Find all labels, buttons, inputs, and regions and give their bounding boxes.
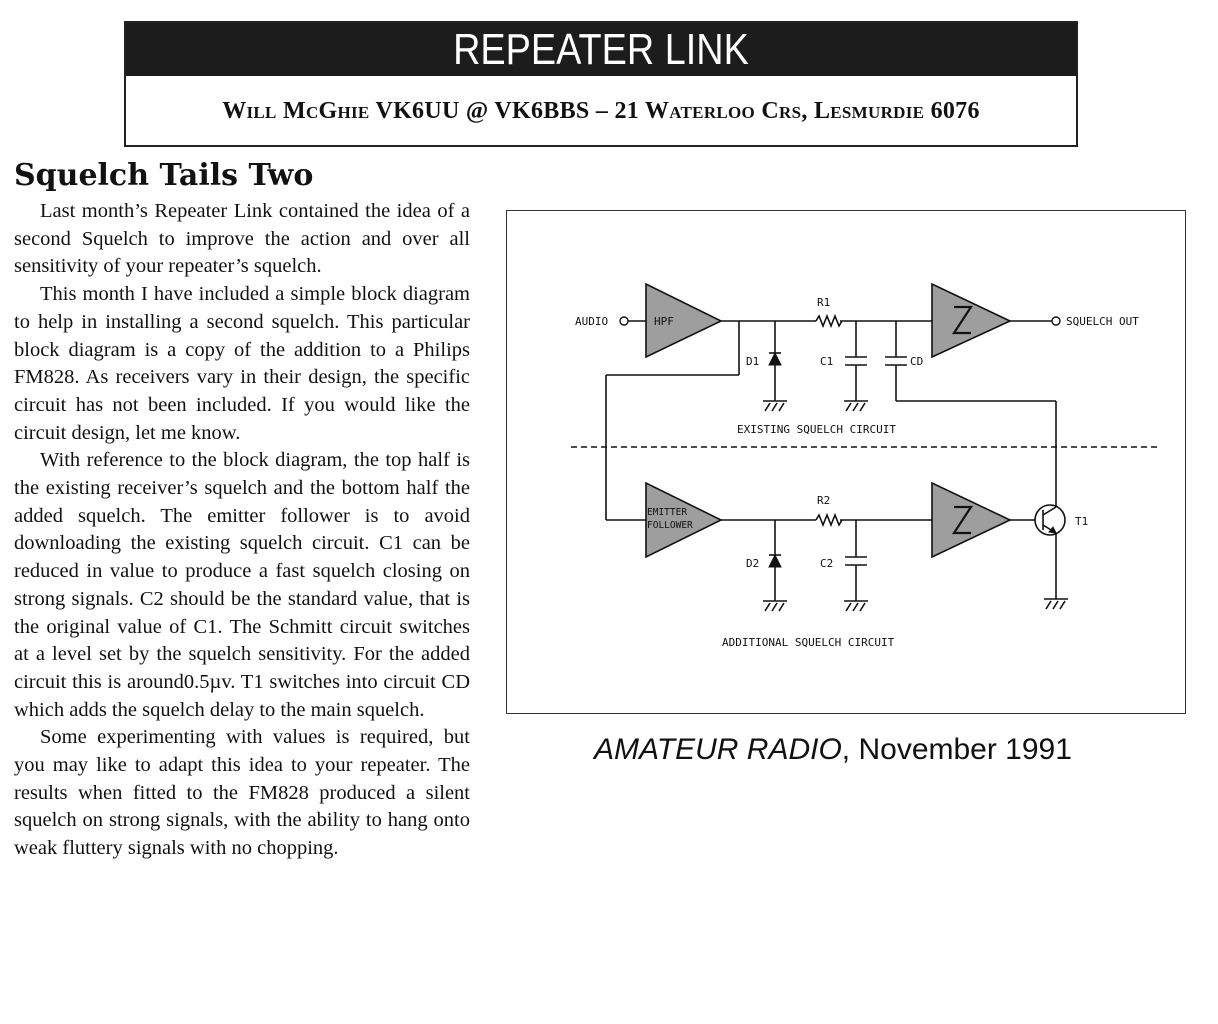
label-additional-circuit: ADDITIONAL SQUELCH CIRCUIT	[722, 636, 895, 649]
label-audio: AUDIO	[575, 315, 609, 328]
label-follower: FOLLOWER	[647, 520, 693, 531]
label-emitter: EMITTER	[647, 507, 688, 518]
resistor-r1	[816, 316, 842, 326]
resistor-r2	[816, 515, 842, 525]
diode-d2-icon	[769, 555, 781, 567]
block-diagram-svg	[507, 211, 1187, 715]
label-t1: T1	[1075, 515, 1089, 528]
header-box	[124, 21, 1078, 147]
source-caption	[594, 733, 1072, 767]
schmitt-trigger-bottom	[932, 483, 1010, 557]
article-body	[14, 198, 470, 863]
label-c1: C1	[820, 355, 834, 368]
block-diagram	[506, 210, 1186, 714]
publication-name: AMATEUR RADIO	[594, 733, 842, 766]
header-bar	[126, 23, 1076, 76]
output-terminal-icon	[1052, 317, 1060, 325]
ground-hatch	[1046, 601, 1065, 609]
transistor-arrow	[1049, 527, 1056, 533]
label-cd: CD	[910, 355, 924, 368]
label-squelch-out: SQUELCH OUT	[1066, 315, 1139, 328]
publication-date: , November 1991	[841, 733, 1072, 766]
label-d1: D1	[746, 355, 760, 368]
paragraph: This month I have included a simple block diagram to help in installing a second squelch. This particular block diagram is a copy of the addition to a Philips FM828. As receivers vary in their design, the specific circuit has not been included. If you would like the circuit design, let me know.	[14, 283, 470, 444]
paragraph: Last month’s Repeater Link contained the idea of a second Squelch to improve the action and over all sensitivity of your repeater’s squelch.	[14, 200, 470, 278]
paragraph: Some experimenting with values is required, but you may like to adapt this idea to your repeater. The results when fitted to the FM828 produced a silent squelch on strong signals, with the ability to hang onto weak fluttery signals with no chopping.	[14, 726, 470, 860]
diode-d1-icon	[769, 353, 781, 365]
label-existing-circuit: EXISTING SQUELCH CIRCUIT	[737, 423, 896, 436]
paragraph: With reference to the block diagram, the top half is the existing receiver’s squelch and the bottom half the added squelch. The emitter follower is to avoid downloading the existing squelch circuit. C1 can be reduced in value to produce a fast squelch closing on strong signals. C2 should be the standard value, that is the original value of C1. The Schmitt circuit switches at a level set by the squelch sensitivity. For the added circuit this is around0.5µv. T1 switches into circuit CD which adds the squelch delay to the main squelch.	[14, 449, 470, 721]
article-headline: Squelch Tails Two	[14, 158, 314, 193]
label-r2: R2	[817, 494, 831, 507]
ground-hatch	[846, 403, 865, 411]
author-byline: Will McGhie VK6UU @ VK6BBS – 21 Waterloo Crs, Lesmurdie 6076	[222, 97, 980, 124]
ground-hatch	[765, 603, 784, 611]
label-r1: R1	[817, 296, 831, 309]
label-c2: C2	[820, 557, 834, 570]
ground-hatch	[765, 403, 784, 411]
transistor-collector	[1043, 507, 1056, 515]
audio-terminal-icon	[620, 317, 628, 325]
column-title: REPEATER LINK	[453, 24, 749, 74]
label-d2: D2	[746, 557, 760, 570]
ground-hatch	[846, 603, 865, 611]
schmitt-trigger-top	[932, 284, 1010, 357]
label-hpf: HPF	[654, 315, 674, 328]
